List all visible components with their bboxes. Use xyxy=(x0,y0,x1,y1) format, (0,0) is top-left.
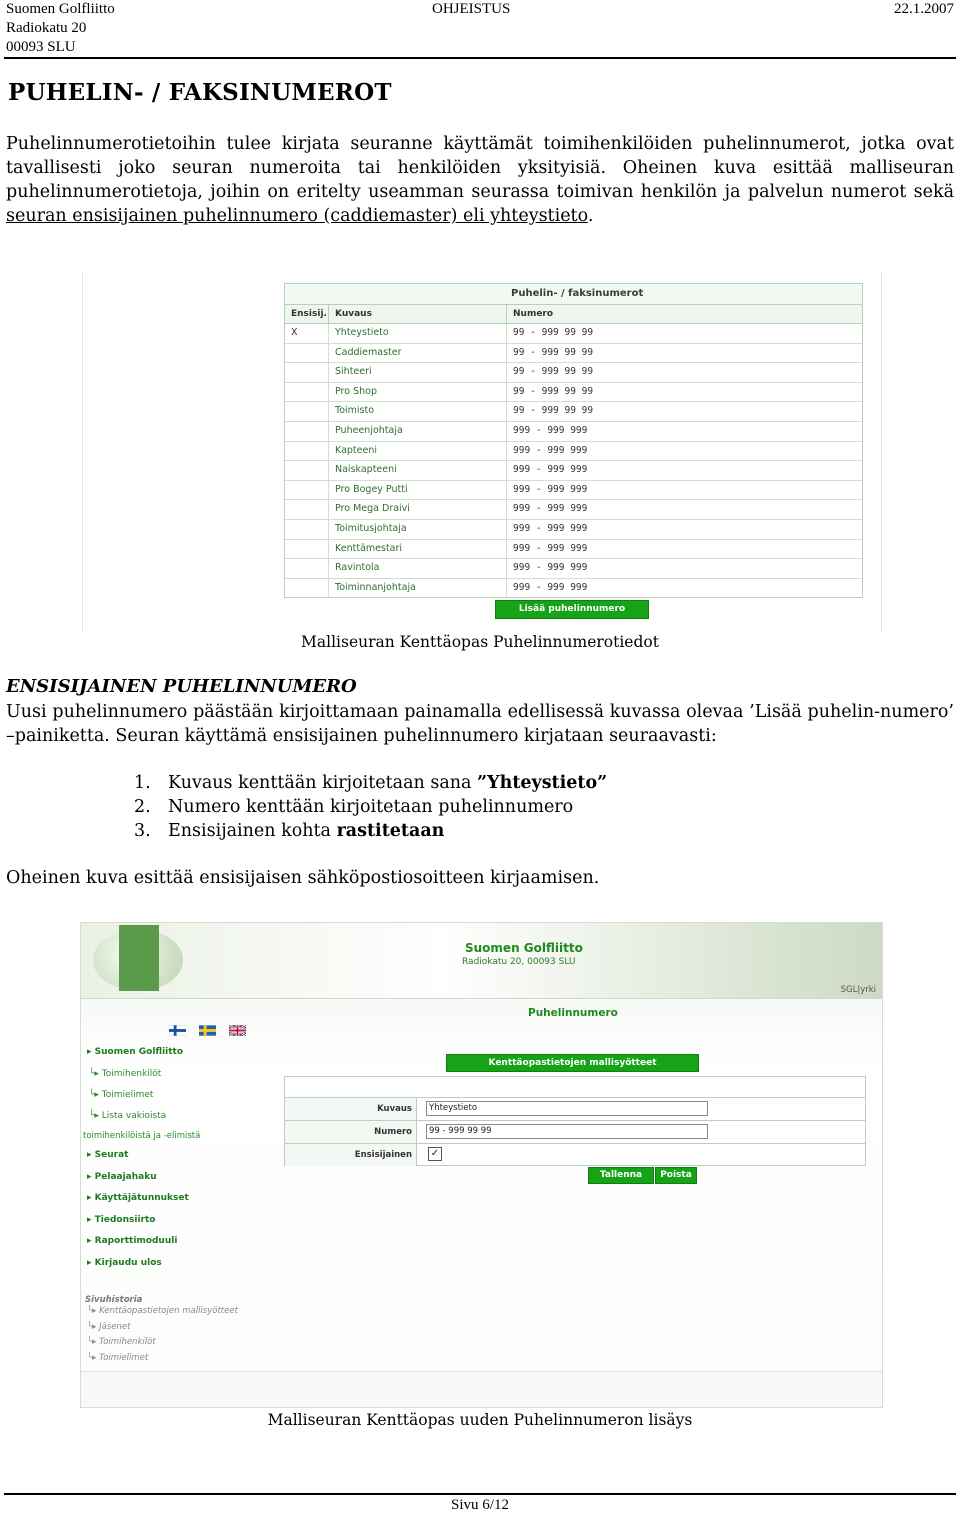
primary-checkbox[interactable]: ✓ xyxy=(428,1147,442,1161)
row-primary-cell xyxy=(285,402,329,421)
table-row[interactable] xyxy=(285,363,862,383)
nav-item-label: Raporttimoduuli xyxy=(94,1236,178,1247)
row-description-cell[interactable]: Ravintola xyxy=(329,559,507,578)
nav-arrow-icon: ▸ xyxy=(87,1150,95,1160)
phone-table xyxy=(284,283,863,598)
header-description[interactable]: Kuvaus xyxy=(329,305,507,323)
history-item[interactable]: └▸ Toimielimet xyxy=(87,1353,149,1363)
row-number-cell: 99 - 999 99 99 xyxy=(513,327,594,338)
figure1-caption: Malliseuran Kenttäopas Puhelinnumerotiedot xyxy=(301,633,659,651)
history-item[interactable]: └▸ Toimihenkilöt xyxy=(87,1337,156,1347)
page-title: PUHELIN- / FAKSINUMEROT xyxy=(8,79,392,106)
row-primary-cell xyxy=(285,344,329,363)
header-date: 22.1.2007 xyxy=(894,1,954,17)
mallisyotteet-button[interactable]: Kenttäopastietojen mallisyötteet xyxy=(446,1054,699,1072)
table-row[interactable] xyxy=(285,383,862,403)
uk-flag-icon[interactable] xyxy=(229,1025,246,1036)
row-number-cell: 99 - 999 99 99 xyxy=(513,366,594,378)
footer-rule xyxy=(4,1493,956,1495)
page-number: Sivu 6/12 xyxy=(451,1497,509,1513)
after-paragraph: Oheinen kuva esittää ensisijaisen sähköpostiosoitteen kirjaamisen. xyxy=(6,868,600,888)
row-primary-cell xyxy=(285,363,329,382)
row-number-cell: 999 - 999 999 xyxy=(513,503,588,515)
row-description-cell[interactable]: Sihteeri xyxy=(329,363,507,382)
delete-button[interactable]: Poista xyxy=(655,1167,697,1184)
row-primary-cell xyxy=(285,540,329,559)
row-description-cell[interactable]: Toiminnanjohtaja xyxy=(329,579,507,598)
row-primary-cell xyxy=(285,559,329,578)
history-title: Sivuhistoria xyxy=(85,1295,143,1305)
row-description-cell[interactable]: Naiskapteeni xyxy=(329,461,507,480)
row-number-cell: 99 - 999 99 99 xyxy=(513,405,594,417)
header-org: Suomen Golfliitto xyxy=(6,1,115,17)
figure-add-phone xyxy=(80,922,883,1408)
add-phone-button[interactable]: Lisää puhelinnumero xyxy=(495,600,649,619)
intro-paragraph xyxy=(6,132,954,228)
row-number-cell: 999 - 999 999 xyxy=(513,542,588,554)
step-item: 2. Numero kenttään kirjoitetaan puhelinnumero xyxy=(134,797,574,817)
nav-sub-list[interactable]: └▸ Lista vakioista xyxy=(89,1111,167,1121)
intro-text: Puhelinnumerotietoihin tulee kirjata seuranne käyttämät toimihenkilöiden puhelinnumerot, jotka ovat tavallisesti joko seuran numeroita tai henkilöiden yksityisiä. Oheinen kuva esittää malliseuran puhelinnumerotietoja, joihin on eritelty useamman seurassa toimivan henkilön ja palvelun numerot sekä xyxy=(6,134,954,202)
section-paragraph: Uusi puhelinnumero päästään kirjoittamaan painamalla edellisessä kuvassa olevaa ’Lisää puhelin-numero’ –painiketta. Seuran käyttämä ensisijainen puhelinnumero kirjataan seuraavasti: xyxy=(6,702,954,746)
row-description-cell[interactable]: Kenttämestari xyxy=(329,540,507,559)
swedish-flag-icon[interactable] xyxy=(199,1025,216,1036)
row-primary-cell xyxy=(285,579,329,598)
phone-form xyxy=(284,1076,866,1166)
steps-list xyxy=(134,771,607,843)
row-primary-cell xyxy=(285,383,329,402)
step-item: 3. Ensisijainen kohta rastitetaan xyxy=(134,821,445,841)
row-primary-cell xyxy=(285,442,329,461)
nav-arrow-icon: ▸ xyxy=(87,1214,95,1225)
table-row[interactable] xyxy=(285,520,862,540)
desc-input[interactable]: Yhteystieto xyxy=(426,1101,708,1116)
nav-item[interactable] xyxy=(87,1172,157,1182)
nav-item[interactable] xyxy=(87,1193,189,1203)
row-number-cell: 999 - 999 999 xyxy=(513,444,588,456)
form-title: Puhelinnumero xyxy=(528,1007,618,1019)
figure-phone-list xyxy=(82,272,882,632)
table-row[interactable] xyxy=(285,422,862,442)
nav-arrow-icon: ▸ xyxy=(87,1236,95,1247)
table-row[interactable] xyxy=(285,461,862,481)
history-item[interactable]: └▸ Kenttäopastietojen mallisyötteet xyxy=(87,1306,238,1316)
table-row[interactable] xyxy=(285,442,862,462)
row-number-cell: 999 - 999 999 xyxy=(513,483,588,495)
row-number-cell: 99 - 999 99 99 xyxy=(513,346,594,358)
banner-org-name: Suomen Golfliitto xyxy=(465,941,583,955)
section-heading: ENSISIJAINEN PUHELINNUMERO xyxy=(6,676,357,697)
desc-label: Kuvaus xyxy=(285,1098,417,1120)
table-row[interactable] xyxy=(285,540,862,560)
table-row[interactable] xyxy=(285,559,862,579)
row-description-cell[interactable]: Toimitusjohtaja xyxy=(329,520,507,539)
finnish-flag-icon[interactable] xyxy=(169,1025,186,1036)
row-description-cell[interactable]: Pro Mega Draivi xyxy=(329,500,507,519)
nav-item-label: Tiedonsiirto xyxy=(94,1214,156,1225)
intro-underlined: seuran ensisijainen puhelinnumero (caddiemaster) eli yhteystieto xyxy=(6,206,588,226)
golfer-logo-icon xyxy=(119,925,159,991)
table-row[interactable] xyxy=(285,579,862,598)
table-row[interactable] xyxy=(285,344,862,364)
form-row-desc xyxy=(285,1097,865,1120)
header-postal: 00093 SLU xyxy=(6,39,76,55)
row-primary-cell xyxy=(285,500,329,519)
nav-arrow-icon: ▸ xyxy=(87,1258,95,1268)
nav-arrow-icon: ▸ xyxy=(87,1171,95,1182)
nav-sub-bodies[interactable]: └▸ Toimielimet xyxy=(89,1090,154,1100)
user-link[interactable]: SGL|yrki xyxy=(840,985,876,995)
header-rule xyxy=(4,57,956,59)
step-item: 1. Kuvaus kenttään kirjoitetaan sana ”Yhteystieto” xyxy=(134,773,608,793)
row-primary-cell xyxy=(285,461,329,480)
header-org-block xyxy=(6,0,115,57)
nav-item-label: Kirjaudu ulos xyxy=(94,1258,162,1268)
row-number-cell: 999 - 999 999 xyxy=(513,562,588,574)
header-doc-type: OHJEISTUS xyxy=(432,1,511,17)
row-description-cell[interactable]: Yhteystieto xyxy=(329,324,507,343)
row-number-cell: 999 - 999 999 xyxy=(513,464,588,476)
row-primary-cell: X xyxy=(285,324,329,343)
phone-table-header xyxy=(285,305,862,324)
row-description-cell[interactable]: Puheenjohtaja xyxy=(329,422,507,441)
nav-note: toimihenkilöistä ja -elimistä xyxy=(83,1131,201,1141)
row-number-cell: 999 - 999 999 xyxy=(513,581,588,593)
row-number-cell: 999 - 999 999 xyxy=(513,522,588,534)
header-number[interactable]: Numero xyxy=(513,309,554,319)
row-description-cell[interactable]: Toimisto xyxy=(329,402,507,421)
phone-table-title: Puhelin- / faksinumerot xyxy=(285,284,862,305)
row-description-cell[interactable]: Pro Bogey Putti xyxy=(329,481,507,500)
row-number-cell: 999 - 999 999 xyxy=(513,424,588,436)
row-primary-cell xyxy=(285,481,329,500)
row-description-cell[interactable]: Pro Shop xyxy=(329,383,507,402)
phone-table-body xyxy=(285,324,862,597)
figure2-caption: Malliseuran Kenttäopas uuden Puhelinnumeron lisäys xyxy=(267,1411,693,1429)
nav-item[interactable] xyxy=(87,1215,155,1225)
history-item[interactable]: └▸ Jäsenet xyxy=(87,1322,131,1332)
table-row[interactable] xyxy=(285,500,862,520)
nav-item-label: Pelaajahaku xyxy=(94,1171,157,1182)
site-banner xyxy=(81,923,882,999)
nav-arrow-icon: ▸ xyxy=(87,1193,95,1204)
form-row-primary xyxy=(285,1143,865,1166)
header-primary[interactable]: Ensisij. xyxy=(285,305,329,323)
row-description-cell[interactable]: Kapteeni xyxy=(329,442,507,461)
row-primary-cell xyxy=(285,422,329,441)
table-row[interactable] xyxy=(285,324,862,344)
row-number-cell: 99 - 999 99 99 xyxy=(513,385,594,397)
header-street: Radiokatu 20 xyxy=(6,20,87,36)
nav-club[interactable]: ▸ Suomen Golfliitto xyxy=(87,1047,184,1057)
save-button[interactable]: Tallenna xyxy=(588,1167,654,1184)
nav-item[interactable] xyxy=(87,1150,128,1160)
table-row[interactable] xyxy=(285,481,862,501)
nav-sub-officials[interactable]: └▸ Toimihenkilöt xyxy=(89,1069,162,1079)
row-primary-cell xyxy=(285,520,329,539)
primary-label: Ensisijainen xyxy=(285,1144,417,1166)
number-input[interactable]: 99 - 999 99 99 xyxy=(426,1124,708,1139)
nav-item[interactable] xyxy=(87,1258,162,1268)
banner-org-address: Radiokatu 20, 00093 SLU xyxy=(462,957,576,967)
row-description-cell[interactable]: Caddiemaster xyxy=(329,344,507,363)
language-flags xyxy=(169,1025,254,1044)
intro-end: . xyxy=(587,206,594,226)
nav-item[interactable] xyxy=(87,1236,177,1246)
nav-item-label: Käyttäjätunnukset xyxy=(94,1193,189,1204)
table-row[interactable] xyxy=(285,402,862,422)
nav-item-label: Seurat xyxy=(94,1150,129,1160)
content-footer-area xyxy=(81,1371,882,1408)
form-row-num xyxy=(285,1120,865,1143)
number-label: Numero xyxy=(285,1121,417,1143)
